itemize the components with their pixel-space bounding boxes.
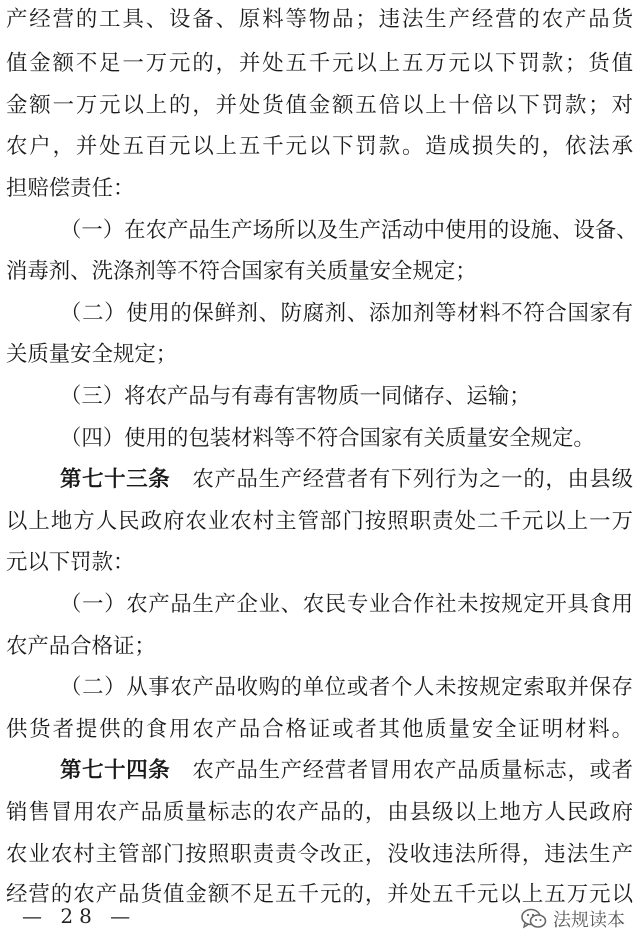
article-text: 农产品生产经营者冒用农产品质量标志，或者 <box>170 758 633 783</box>
text-line: （二）从事农产品收购的单位或者个人未按规定索取并保存 <box>60 675 633 700</box>
text-line: 供货者提供的食用农产品合格证或者其他质量安全证明材料。 <box>6 717 633 742</box>
page-number: — 28 — <box>22 904 137 928</box>
article-text: 农产品生产经营者有下列行为之一的，由县级 <box>170 467 633 492</box>
watermark <box>521 906 625 932</box>
wechat-icon <box>521 908 547 930</box>
page-footer <box>0 898 639 938</box>
text-line: （一）农产品生产企业、农民专业合作社未按规定开具食用 <box>60 592 633 617</box>
text-line: 农户，并处五百元以上五千元以下罚款。造成损失的，依法承 <box>6 134 633 159</box>
text-line: （四）使用的包装材料等不符合国家有关质量安全规定。 <box>60 426 595 451</box>
text-line: 以上地方人民政府农业农村主管部门按照职责处二千元以上一万 <box>6 509 633 534</box>
article-line <box>0 749 639 793</box>
text-line: 农业农村主管部门按照职责责令改正，没收违法所得，违法生产 <box>6 842 633 867</box>
article-line <box>0 458 639 502</box>
text-line: 销售冒用农产品质量标志的农产品的，由县级以上地方人民政府 <box>6 800 633 825</box>
text-line: 产经营的工具、设备、原料等物品；违法生产经营的农产品货 <box>6 7 633 32</box>
text-line: 担赔偿责任： <box>6 176 135 201</box>
watermark-text: 法规读本 <box>553 910 625 931</box>
text-line: 经营的农产品货值金额不足五千元的，并处五千元以上五万元以 <box>6 882 633 907</box>
text-line: 金额一万元以上的，并处货值金额五倍以上十倍以下罚款；对 <box>6 93 633 118</box>
text-line: （三）将农产品与有毒有害物质一同储存、运输； <box>60 384 531 409</box>
article-heading: 第七十三条 <box>60 467 171 492</box>
text-line: 关质量安全规定； <box>6 342 178 367</box>
article-heading: 第七十四条 <box>60 758 171 783</box>
text-line: 消毒剂、洗涤剂等不符合国家有关质量安全规定； <box>6 259 477 284</box>
text-line: 元以下罚款： <box>6 550 135 575</box>
text-line: （一）在农产品生产场所以及生产活动中使用的设施、设备、 <box>60 218 638 243</box>
text-line: 值金额不足一万元的，并处五千元以上五万元以下罚款；货值 <box>6 51 633 76</box>
text-line: 农产品合格证； <box>6 634 156 659</box>
text-line: （二）使用的保鲜剂、防腐剂、添加剂等材料不符合国家有 <box>60 301 633 326</box>
